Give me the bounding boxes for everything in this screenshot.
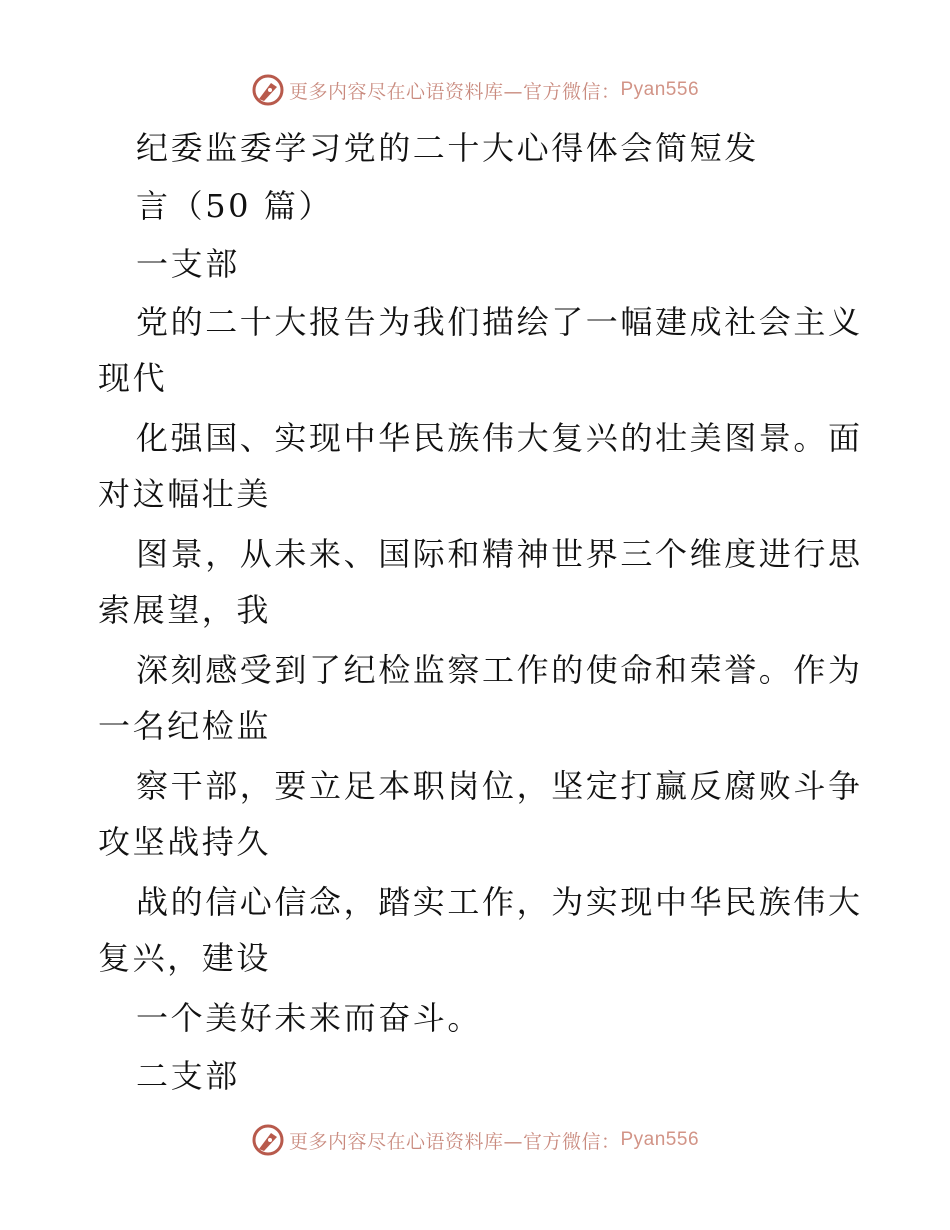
header-watermark	[0, 70, 950, 110]
paragraph-line: 攻坚战持久	[98, 823, 272, 861]
paragraph-line: 现代	[98, 359, 168, 397]
title-line-2: 言（50 篇）	[136, 187, 334, 225]
footer-watermark	[0, 1120, 950, 1160]
section-heading-branch-2: 二支部	[136, 1057, 240, 1095]
paragraph-line: 索展望，我	[98, 591, 272, 629]
watermark-text: 更多内容尽在心语资料库—官方微信：	[288, 80, 621, 103]
section-heading-branch-1: 一支部	[136, 245, 240, 283]
paragraph-line: 复兴，建设	[98, 939, 272, 977]
paragraph-line: 察干部，要立足本职岗位，坚定打赢反腐败斗争	[136, 767, 863, 805]
paragraph-line: 战的信心信念，踏实工作，为实现中华民族伟大	[136, 883, 863, 921]
watermark-wechat-id: Pyan556	[620, 1129, 700, 1150]
watermark-text: 更多内容尽在心语资料库—官方微信：	[288, 1130, 621, 1153]
paragraph-line: 深刻感受到了纪检监察工作的使命和荣誉。作为	[136, 651, 863, 689]
watermark-wechat-id: Pyan556	[620, 79, 700, 100]
paragraph-line: 图景，从未来、国际和精神世界三个维度进行思	[136, 535, 863, 573]
title-line-1: 纪委监委学习党的二十大心得体会简短发	[136, 129, 759, 167]
pen-nib-logo-icon	[251, 73, 285, 107]
paragraph-line: 对这幅壮美	[98, 475, 272, 513]
paragraph-line: 一名纪检监	[98, 707, 272, 745]
paragraph-line: 一个美好未来而奋斗。	[136, 999, 483, 1037]
paragraph-line: 化强国、实现中华民族伟大复兴的壮美图景。面	[136, 419, 863, 457]
paragraph-line: 党的二十大报告为我们描绘了一幅建成社会主义	[136, 303, 863, 341]
pen-nib-logo-icon	[251, 1123, 285, 1157]
